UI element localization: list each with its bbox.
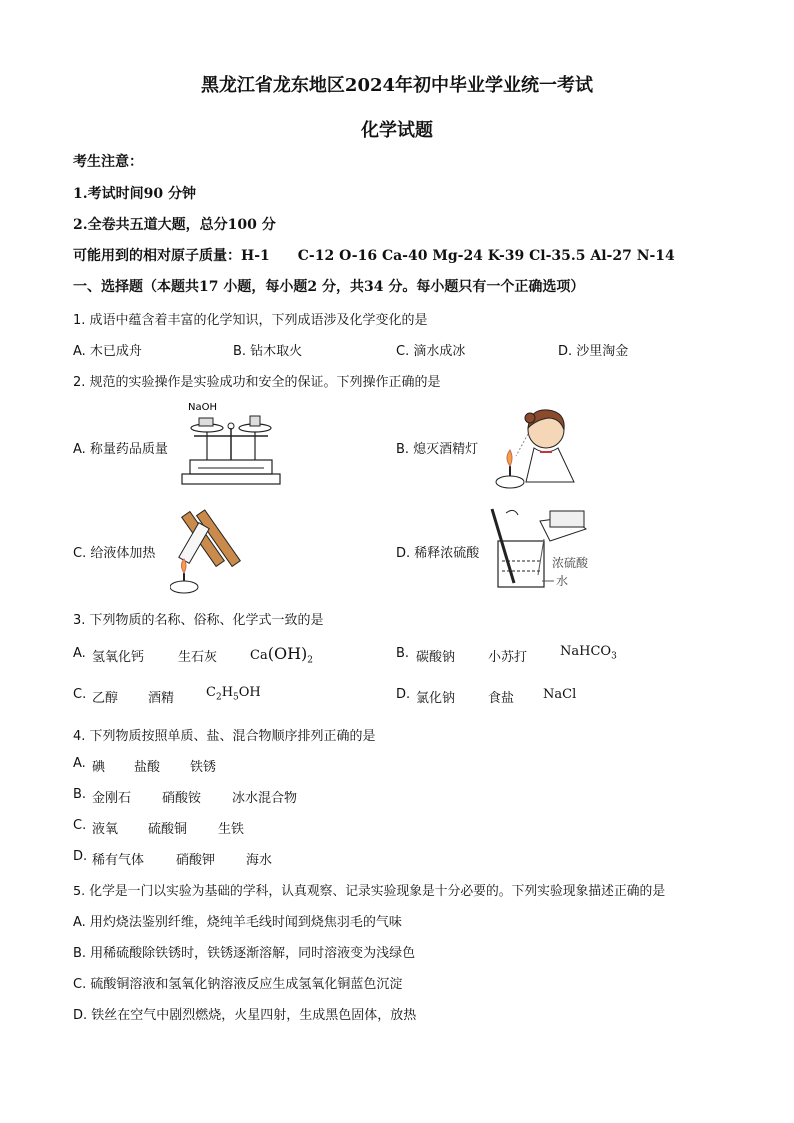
q4-d-letter: D. [73, 849, 88, 864]
q4-b-letter: B. [73, 787, 87, 802]
question-2-stem: 2. 规范的实验操作是实验成功和安全的保证。下列操作正确的是 [73, 375, 441, 390]
q3-b-common: 小苏打 [488, 650, 528, 665]
section-1-heading: 一、选择题（本题共17 小题，每小题2 分，共34 分。每小题只有一个正确选项） [73, 279, 585, 295]
acid-label: 浓硫酸 [552, 556, 589, 570]
q3-d-formula: NaCl [543, 687, 577, 702]
question-3-stem: 3. 下列物质的名称、俗称、化学式一致的是 [73, 613, 324, 628]
q4-d-element: 稀有气体 [92, 853, 145, 868]
q4-a-mixture: 铁锈 [190, 760, 217, 775]
q3-d-common: 食盐 [488, 691, 515, 706]
q5-option-c: C. 硫酸铜溶液和氢氧化钠溶液反应生成氢氧化铜蓝色沉淀 [73, 977, 403, 992]
q2-option-a: A. 称量药品质量 [73, 442, 168, 457]
exam-subtitle: 化学试题 [361, 120, 433, 141]
q4-c-mixture: 生铁 [218, 822, 245, 837]
q4-c-salt: 硫酸铜 [148, 822, 188, 837]
q4-a-salt: 盐酸 [134, 760, 161, 775]
q3-c-common: 酒精 [148, 691, 175, 706]
q1-option-b: B. 钻木取火 [233, 344, 303, 359]
q3-c-formula: $C_2H_5OH$ [206, 685, 261, 703]
question-4-stem: 4. 下列物质按照单质、盐、混合物顺序排列正确的是 [73, 729, 376, 744]
q4-a-element: 碘 [92, 760, 106, 775]
q4-b-mixture: 冰水混合物 [232, 791, 298, 806]
q4-c-element: 液氧 [92, 822, 119, 837]
q3-c-name: 乙醇 [92, 691, 119, 706]
notice-heading: 考生注意： [73, 154, 143, 170]
notice-item-1: 1.考试时间90 分钟 [73, 186, 196, 202]
naoh-label: NaOH [188, 402, 217, 413]
exam-title: 黑龙江省龙东地区2024年初中毕业学业统一考试 [200, 75, 594, 96]
q1-option-a: A. 木已成舟 [73, 344, 142, 359]
q3-b-letter: B. [396, 646, 410, 661]
girl-blowing-lamp-figure [490, 400, 582, 492]
diluting-acid-figure [490, 505, 602, 591]
q3-a-letter: A. [73, 646, 86, 661]
q2-option-b: B. 熄灭酒精灯 [396, 442, 479, 457]
q3-c-letter: C. [73, 687, 87, 702]
balance-scale-figure [180, 398, 284, 488]
q4-b-element: 金刚石 [92, 791, 132, 806]
q3-a-name: 氢氧化钙 [92, 650, 145, 665]
q4-d-salt: 硝酸钾 [176, 853, 216, 868]
q3-a-formula: $Ca(OH)_2$ [250, 644, 313, 666]
heating-liquid-figure [170, 505, 250, 595]
q4-c-letter: C. [73, 818, 87, 833]
q4-b-salt: 硝酸铵 [162, 791, 202, 806]
q3-d-letter: D. [396, 687, 411, 702]
q1-option-c: C. 滴水成冰 [396, 344, 466, 359]
question-1-stem: 1. 成语中蕴含着丰富的化学知识，下列成语涉及化学变化的是 [73, 313, 428, 328]
question-5-stem: 5. 化学是一门以实验为基础的学科，认真观察、记录实验现象是十分必要的。下列实验现象描述正确的是 [73, 884, 666, 899]
atomic-mass-line: 可能用到的相对原子质量：H-1 C-12 O-16 Ca-40 Mg-24 K-39 Cl-35.5 Al-27 N-14 [73, 248, 675, 264]
q2-option-c: C. 给液体加热 [73, 546, 156, 561]
q5-option-b: B. 用稀硫酸除铁锈时，铁锈逐渐溶解，同时溶液变为浅绿色 [73, 946, 416, 961]
q3-b-formula: NaHCO$_3$ [560, 644, 617, 662]
q1-option-d: D. 沙里淘金 [558, 344, 629, 359]
q5-option-d: D. 铁丝在空气中剧烈燃烧，火星四射，生成黑色固体，放热 [73, 1008, 417, 1023]
q4-d-mixture: 海水 [246, 853, 273, 868]
q3-a-common: 生石灰 [178, 650, 218, 665]
notice-item-2: 2.全卷共五道大题，总分100 分 [73, 217, 276, 233]
q5-option-a: A. 用灼烧法鉴别纤维，烧纯羊毛线时闻到烧焦羽毛的气味 [73, 915, 402, 930]
q3-b-name: 碳酸钠 [416, 650, 456, 665]
q2-option-d: D. 稀释浓硫酸 [396, 546, 480, 561]
q4-a-letter: A. [73, 756, 86, 771]
water-label: 水 [556, 574, 569, 588]
q3-d-name: 氯化钠 [416, 691, 456, 706]
